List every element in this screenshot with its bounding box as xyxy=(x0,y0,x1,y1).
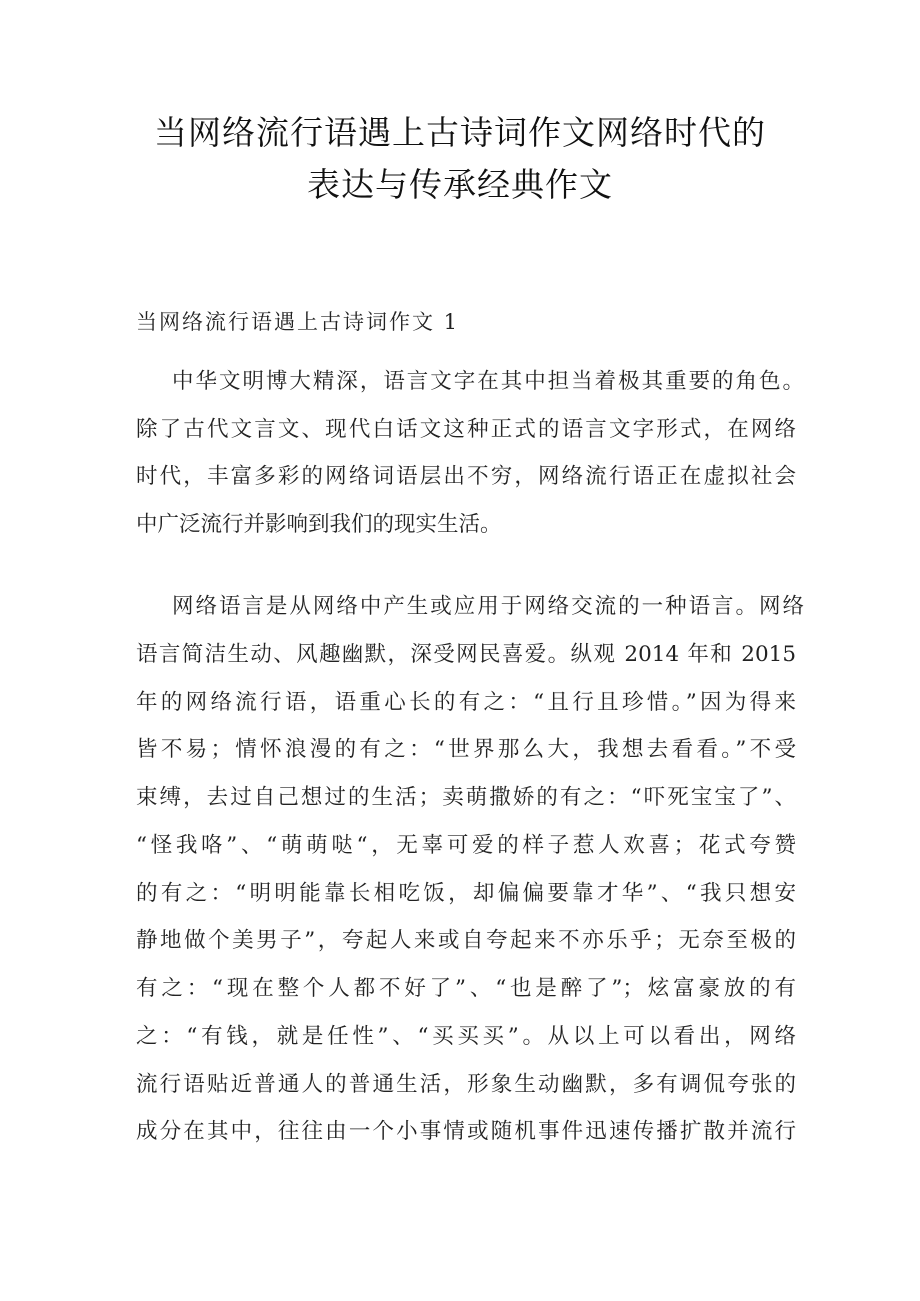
paragraph-2-line: 网络语言是从网络中产生或应用于网络交流的一种语言。网络 xyxy=(172,594,804,619)
paragraph-1-line: 除了古代文言文、现代白话文这种正式的语言文字形式，在网络 xyxy=(136,417,796,442)
document-title-line-2: 表达与传承经典作文 xyxy=(307,165,613,204)
paragraph-2-line: “怪我咯”、“萌萌哒“，无辜可爱的样子惹人欢喜；花式夸赞 xyxy=(136,833,796,858)
paragraph-2-line: 流行语贴近普通人的普通生活，形象生动幽默，多有调侃夸张的 xyxy=(136,1072,796,1097)
document-title-line-1: 当网络流行语遇上古诗词作文网络时代的 xyxy=(154,113,766,152)
paragraph-2-line: 成分在其中，往往由一个小事情或随机事件迅速传播扩散并流行 xyxy=(136,1119,796,1144)
paragraph-2-line: 的有之：“明明能靠长相吃饭，却偏偏要靠才华”、“我只想安 xyxy=(136,881,796,906)
paragraph-2-line: 年的网络流行语，语重心长的有之：“且行且珍惜。”因为得来 xyxy=(136,690,796,715)
paragraph-2-line: 有之：“现在整个人都不好了”、“也是醉了”；炫富豪放的有 xyxy=(136,976,796,1001)
paragraph-1-line: 时代，丰富多彩的网络词语层出不穷，网络流行语正在虚拟社会 xyxy=(136,464,796,489)
section-heading: 当网络流行语遇上古诗词作文 1 xyxy=(136,310,460,334)
paragraph-2-line: 之：“有钱，就是任性”、“买买买”。从以上可以看出，网络 xyxy=(136,1024,796,1049)
paragraph-2-line: 静地做个美男子”，夸起人来或自夸起来不亦乐乎；无奈至极的 xyxy=(136,928,796,953)
paragraph-2-line: 语言简洁生动、风趣幽默，深受网民喜爱。纵观 2014 年和 2015 xyxy=(136,642,796,667)
paragraph-1-line: 中广泛流行并影响到我们的现实生活。 xyxy=(136,512,502,537)
paragraph-2-line: 束缚，去过自己想过的生活；卖萌撒娇的有之：“吓死宝宝了”、 xyxy=(136,785,796,810)
paragraph-1-line: 中华文明博大精深，语言文字在其中担当着极其重要的角色。 xyxy=(172,369,804,394)
paragraph-2-line: 皆不易；情怀浪漫的有之：“世界那么大，我想去看看。”不受 xyxy=(136,737,796,762)
